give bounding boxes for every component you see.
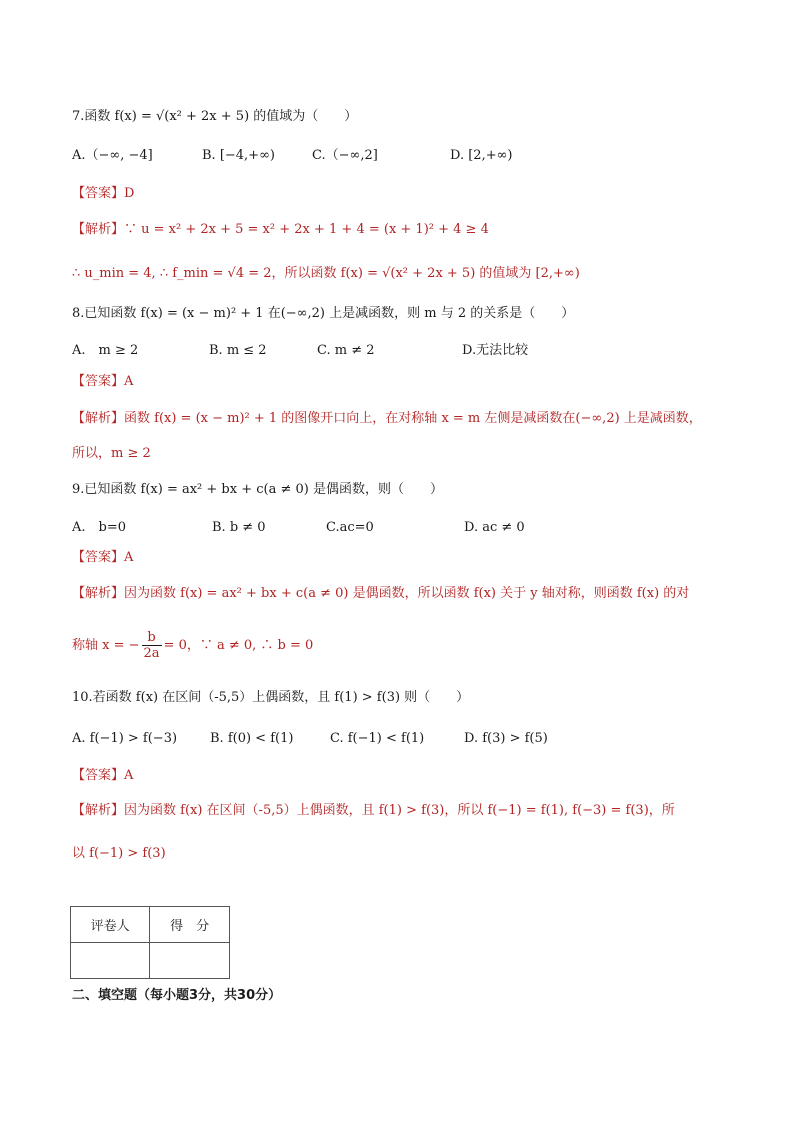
q8-option-b: B. m ≤ 2	[209, 343, 267, 358]
score-table	[70, 906, 230, 979]
q7-option-d: D. [2,+∞)	[450, 148, 513, 163]
fraction-numerator: b	[142, 630, 162, 646]
q7-analysis-2: ∴ u_min = 4, ∴ f_min = √4 = 2，所以函数 f(x) = √(x² + 2x + 5) 的值域为 [2,+∞)	[72, 266, 580, 281]
q8-analysis-2: 所以，m ≥ 2	[72, 446, 151, 461]
fraction-denominator: 2a	[143, 646, 160, 661]
q9-option-c: C.ac=0	[326, 520, 374, 535]
q8-option-c: C. m ≠ 2	[317, 343, 375, 358]
q9-option-a: A. b=0	[72, 520, 127, 535]
score-table-grader-cell[interactable]	[71, 943, 150, 979]
q8-stem: 8.已知函数 f(x) = (x − m)² + 1 在(−∞,2) 上是减函数，则 m 与 2 的关系是（ ）	[72, 306, 575, 321]
q9-analysis-2	[72, 626, 754, 666]
q9-analysis-1: 【解析】因为函数 f(x) = ax² + bx + c(a ≠ 0) 是偶函数，所以函数 f(x) 关于 y 轴对称，则函数 f(x) 的对	[72, 586, 690, 601]
q10-analysis-2: 以 f(−1) > f(3)	[72, 846, 166, 861]
q7-option-a: A.（−∞, −4]	[72, 148, 153, 163]
q10-option-b: B. f(0) < f(1)	[210, 731, 294, 746]
q7-answer: 【答案】D	[72, 186, 135, 201]
section-title: 二、填空题（每小题3分，共30分）	[72, 988, 282, 1003]
q9-option-d: D. ac ≠ 0	[464, 520, 525, 535]
q10-stem: 10.若函数 f(x) 在区间（-5,5）上偶函数，且 f(1) > f(3) 则（ ）	[72, 690, 470, 705]
q9-stem: 9.已知函数 f(x) = ax² + bx + c(a ≠ 0) 是偶函数，则（ ）	[72, 482, 443, 497]
q7-option-b: B. [−4,+∞)	[202, 148, 275, 163]
q10-analysis-1: 【解析】因为函数 f(x) 在区间（-5,5）上偶函数，且 f(1) > f(3)，所以 f(−1) = f(1), f(−3) = f(3)，所	[72, 803, 675, 818]
q7-stem: 7.函数 f(x) = √(x² + 2x + 5) 的值域为（ ）	[72, 109, 358, 124]
score-table-grader-header: 评卷人	[71, 907, 150, 943]
score-table-score-cell[interactable]	[150, 943, 230, 979]
q10-option-a: A. f(−1) > f(−3)	[72, 731, 178, 746]
q10-answer: 【答案】A	[72, 768, 134, 783]
q9-analysis-2-suffix: = 0，∵ a ≠ 0, ∴ b = 0	[163, 638, 314, 653]
q9-option-b: B. b ≠ 0	[212, 520, 266, 535]
q10-option-c: C. f(−1) < f(1)	[330, 731, 425, 746]
q7-option-c: C.（−∞,2]	[312, 148, 378, 163]
q8-analysis-1: 【解析】函数 f(x) = (x − m)² + 1 的图像开口向上，在对称轴 x = m 左侧是减函数在(−∞,2) 上是减函数，	[72, 411, 702, 426]
q7-analysis-1: 【解析】∵ u = x² + 2x + 5 = x² + 2x + 1 + 4 = (x + 1)² + 4 ≥ 4	[72, 222, 489, 237]
q8-answer: 【答案】A	[72, 374, 134, 389]
q8-option-a: A. m ≥ 2	[72, 343, 139, 358]
fraction	[142, 630, 162, 661]
q9-answer: 【答案】A	[72, 550, 134, 565]
q8-option-d: D.无法比较	[462, 343, 529, 358]
q10-option-d: D. f(3) > f(5)	[464, 731, 548, 746]
q9-analysis-2-prefix: 称轴 x = −	[72, 638, 140, 653]
score-table-score-header: 得 分	[150, 907, 230, 943]
